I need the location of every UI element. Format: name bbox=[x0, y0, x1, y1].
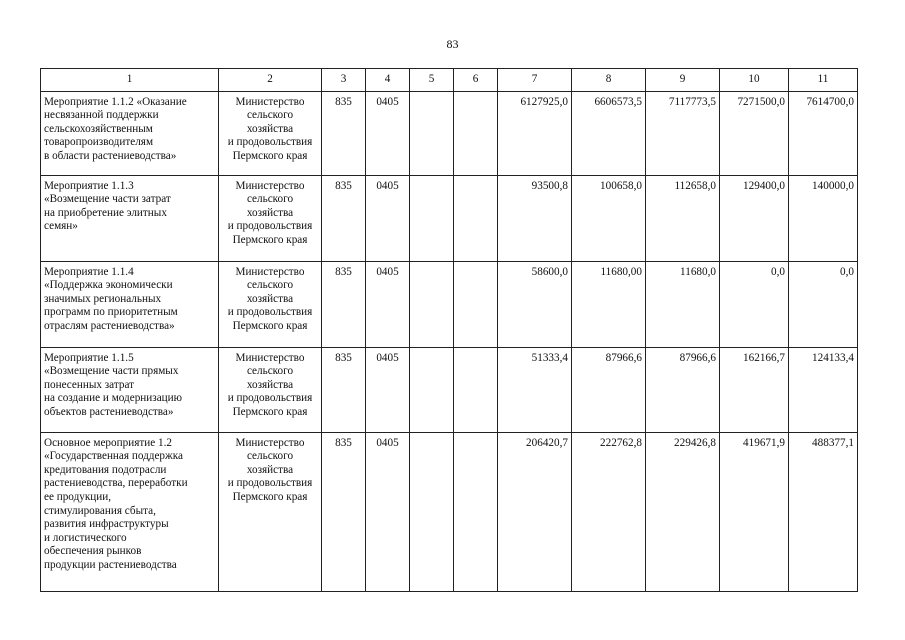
amount-cell: 7117773,5 bbox=[646, 91, 720, 175]
column-header: 1 bbox=[41, 69, 219, 92]
amount-cell: 0,0 bbox=[720, 261, 789, 347]
amount-cell: 58600,0 bbox=[498, 261, 572, 347]
amount-cell: 124133,4 bbox=[789, 347, 858, 432]
section-cell: 0405 bbox=[366, 91, 410, 175]
code-cell: 835 bbox=[322, 175, 366, 261]
table-row bbox=[41, 175, 858, 261]
section-cell: 0405 bbox=[366, 347, 410, 432]
column-header: 6 bbox=[454, 69, 498, 92]
ministry-cell: Министерство сельского хозяйства и продовольствия Пермского края bbox=[219, 91, 322, 175]
amount-cell: 129400,0 bbox=[720, 175, 789, 261]
amount-cell: 100658,0 bbox=[572, 175, 646, 261]
amount-cell: 7614700,0 bbox=[789, 91, 858, 175]
code-cell: 835 bbox=[322, 347, 366, 432]
budget-table bbox=[40, 68, 858, 592]
amount-cell: 222762,8 bbox=[572, 432, 646, 591]
measure-name-cell: Мероприятие 1.1.5 «Возмещение части прямых понесенных затрат на создание и модернизацию объектов растениеводства» bbox=[41, 347, 219, 432]
empty-cell bbox=[454, 347, 498, 432]
column-header: 11 bbox=[789, 69, 858, 92]
amount-cell: 0,0 bbox=[789, 261, 858, 347]
amount-cell: 419671,9 bbox=[720, 432, 789, 591]
amount-cell: 87966,6 bbox=[646, 347, 720, 432]
amount-cell: 11680,00 bbox=[572, 261, 646, 347]
measure-name-cell: Мероприятие 1.1.4 «Поддержка экономически значимых региональных программ по приоритетным отраслям растениеводства» bbox=[41, 261, 219, 347]
table-row bbox=[41, 347, 858, 432]
amount-cell: 229426,8 bbox=[646, 432, 720, 591]
section-cell: 0405 bbox=[366, 432, 410, 591]
table-row bbox=[41, 261, 858, 347]
amount-cell: 140000,0 bbox=[789, 175, 858, 261]
empty-cell bbox=[454, 175, 498, 261]
empty-cell bbox=[454, 91, 498, 175]
amount-cell: 6127925,0 bbox=[498, 91, 572, 175]
column-header: 7 bbox=[498, 69, 572, 92]
table-row bbox=[41, 432, 858, 591]
column-header: 9 bbox=[646, 69, 720, 92]
measure-name-cell: Мероприятие 1.1.2 «Оказание несвязанной поддержки сельскохозяйственным товаропроизводителям в области растениеводства» bbox=[41, 91, 219, 175]
amount-cell: 162166,7 bbox=[720, 347, 789, 432]
code-cell: 835 bbox=[322, 91, 366, 175]
table-row bbox=[41, 91, 858, 175]
amount-cell: 51333,4 bbox=[498, 347, 572, 432]
ministry-cell: Министерство сельского хозяйства и продовольствия Пермского края bbox=[219, 432, 322, 591]
section-cell: 0405 bbox=[366, 261, 410, 347]
empty-cell bbox=[410, 432, 454, 591]
amount-cell: 112658,0 bbox=[646, 175, 720, 261]
header-row bbox=[41, 69, 858, 92]
code-cell: 835 bbox=[322, 261, 366, 347]
column-header: 3 bbox=[322, 69, 366, 92]
amount-cell: 11680,0 bbox=[646, 261, 720, 347]
amount-cell: 7271500,0 bbox=[720, 91, 789, 175]
page-number: 83 bbox=[446, 37, 459, 51]
ministry-cell: Министерство сельского хозяйства и продовольствия Пермского края bbox=[219, 261, 322, 347]
column-header: 8 bbox=[572, 69, 646, 92]
amount-cell: 488377,1 bbox=[789, 432, 858, 591]
section-cell: 0405 bbox=[366, 175, 410, 261]
empty-cell bbox=[454, 432, 498, 591]
empty-cell bbox=[410, 347, 454, 432]
empty-cell bbox=[410, 91, 454, 175]
ministry-cell: Министерство сельского хозяйства и продовольствия Пермского края bbox=[219, 175, 322, 261]
empty-cell bbox=[410, 175, 454, 261]
column-header: 2 bbox=[219, 69, 322, 92]
amount-cell: 206420,7 bbox=[498, 432, 572, 591]
measure-name-cell: Мероприятие 1.1.3 «Возмещение части затрат на приобретение элитных семян» bbox=[41, 175, 219, 261]
amount-cell: 6606573,5 bbox=[572, 91, 646, 175]
amount-cell: 93500,8 bbox=[498, 175, 572, 261]
column-header: 5 bbox=[410, 69, 454, 92]
column-header: 10 bbox=[720, 69, 789, 92]
empty-cell bbox=[454, 261, 498, 347]
code-cell: 835 bbox=[322, 432, 366, 591]
ministry-cell: Министерство сельского хозяйства и продовольствия Пермского края bbox=[219, 347, 322, 432]
column-header: 4 bbox=[366, 69, 410, 92]
measure-name-cell: Основное мероприятие 1.2 «Государственная поддержка кредитования подотрасли растениеводства, переработки ее продукции, стимулирования сбыта, развития инфраструктуры и логистического обеспечения рынков продукции растениеводства bbox=[41, 432, 219, 591]
empty-cell bbox=[410, 261, 454, 347]
amount-cell: 87966,6 bbox=[572, 347, 646, 432]
